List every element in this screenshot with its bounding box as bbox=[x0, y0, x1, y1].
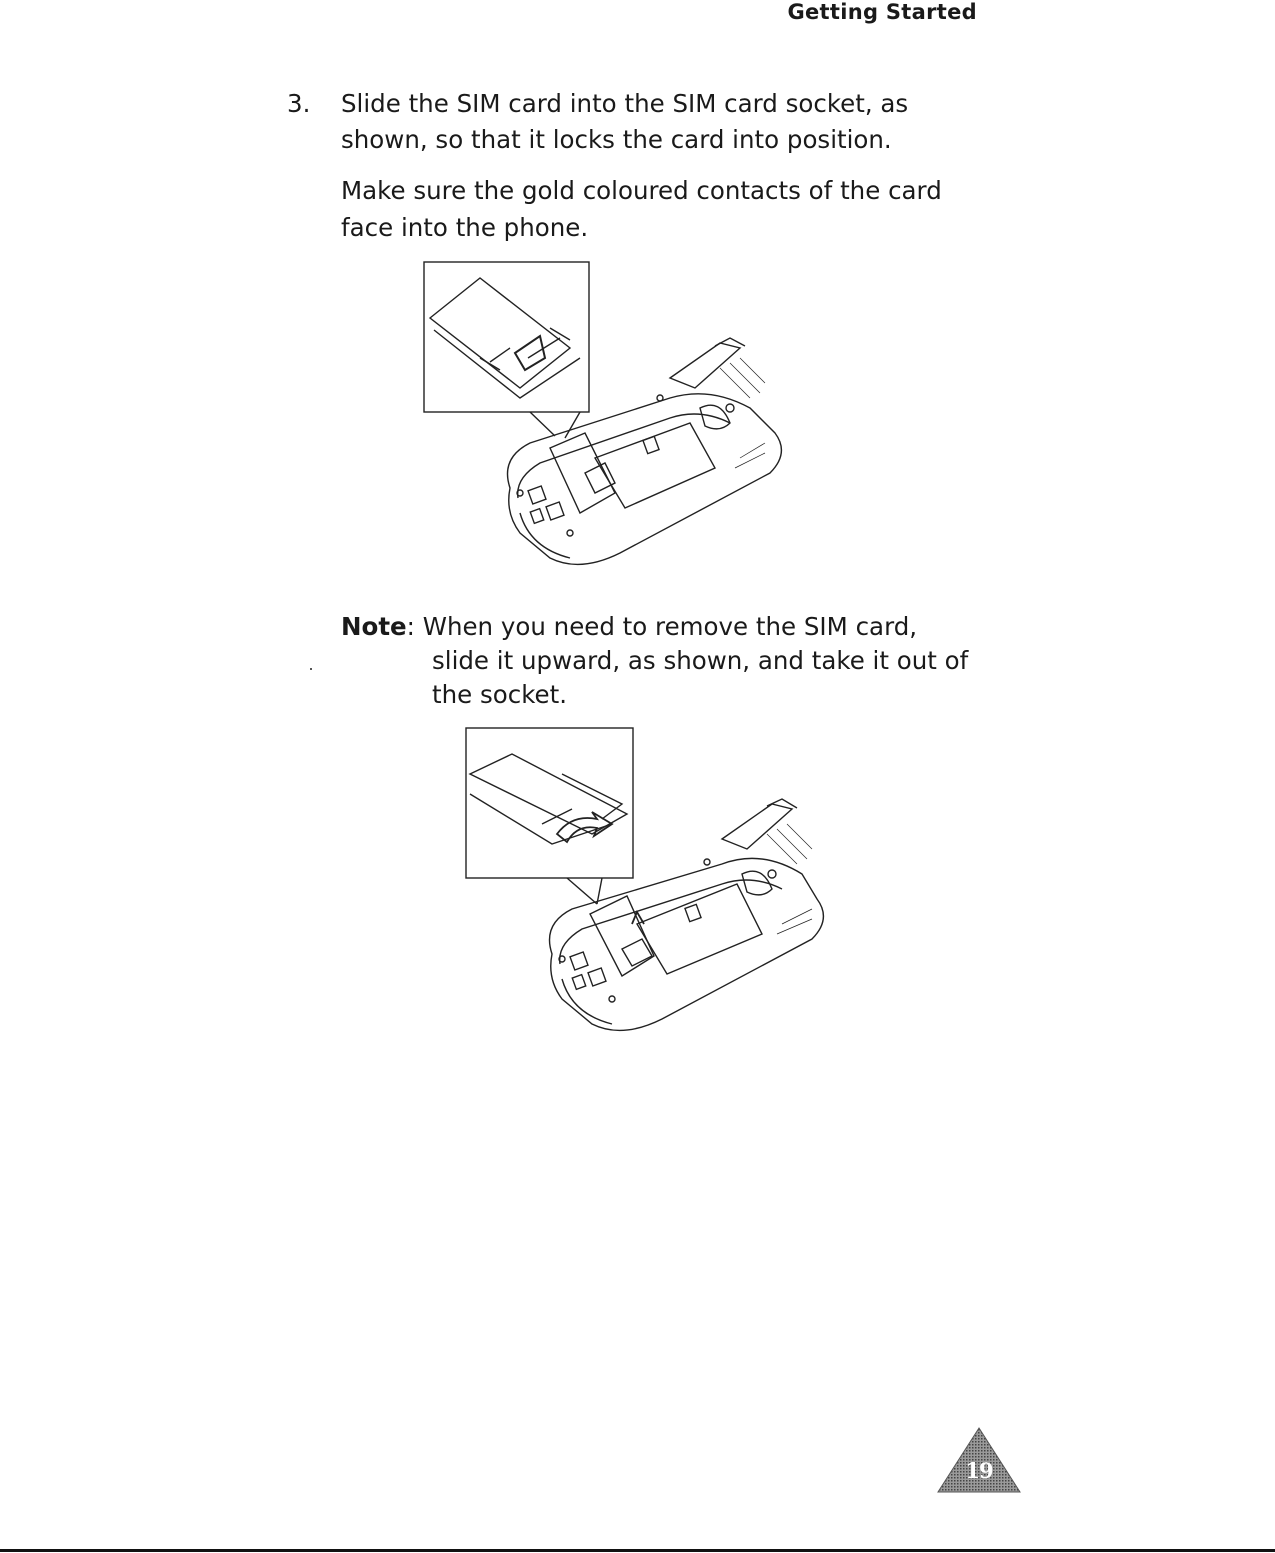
note-first-line: : When you need to remove the SIM card, bbox=[406, 612, 918, 641]
section-header: Getting Started bbox=[787, 0, 977, 24]
sim-remove-drawing bbox=[462, 724, 842, 1044]
sim-insert-illustration bbox=[420, 258, 790, 578]
contacts-instruction: Make sure the gold coloured contacts of the card face into the phone. bbox=[341, 176, 942, 242]
step-text: Slide the SIM card into the SIM card socket, as shown, so that it locks the card into position. bbox=[341, 89, 909, 154]
footer-rule bbox=[0, 1549, 1275, 1552]
step-number: 3. bbox=[287, 89, 311, 118]
note-text bbox=[341, 610, 981, 712]
note-label: Note bbox=[341, 612, 407, 641]
sim-remove-illustration bbox=[462, 724, 842, 1044]
page-number-badge bbox=[936, 1426, 1022, 1494]
sim-insert-drawing bbox=[420, 258, 790, 578]
stray-mark bbox=[310, 668, 312, 670]
page-number: 19 bbox=[965, 1458, 993, 1483]
note-rest: slide it upward, as shown, and take it out of the socket. bbox=[432, 646, 969, 709]
